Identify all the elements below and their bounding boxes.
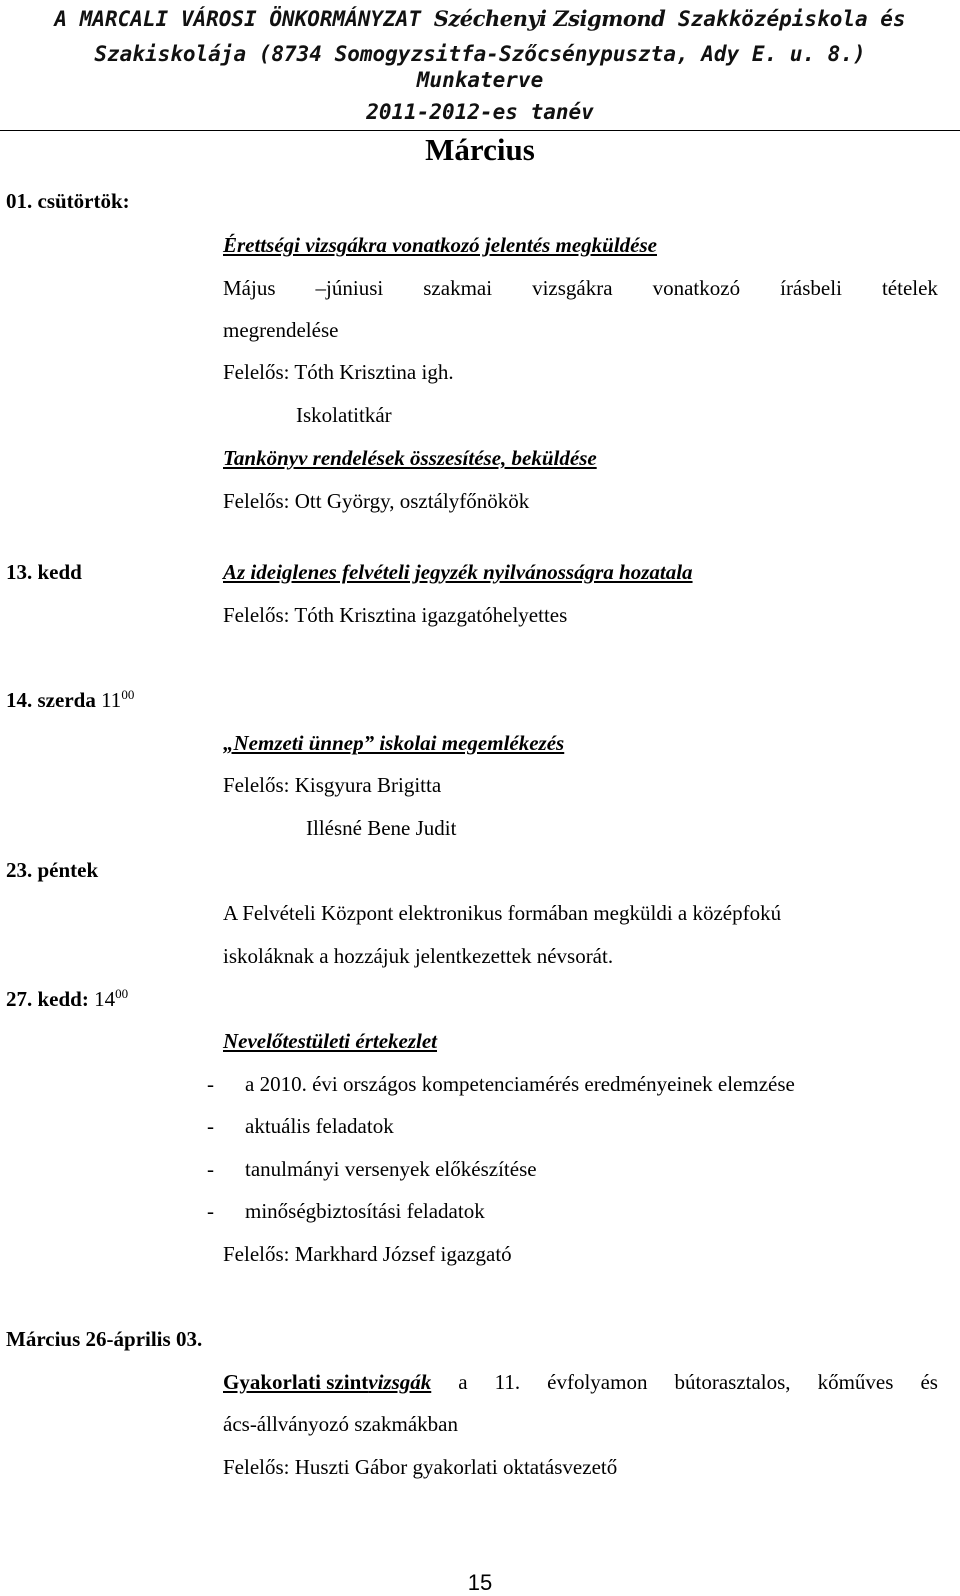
entry-23-date: 23. péntek — [6, 858, 99, 882]
entry-27-time: 14 — [94, 987, 116, 1011]
agenda-dash: - — [207, 1199, 214, 1223]
word: a — [458, 1370, 468, 1394]
header-divider — [0, 130, 960, 131]
entry-01-responsible-3: Felelős: Ott György, osztályfőnökök — [223, 489, 530, 513]
entry-13-date: 13. kedd — [6, 560, 82, 584]
header-school-type: Szakközépiskola és — [678, 7, 906, 31]
agenda-item: minőségbiztosítási feladatok — [245, 1199, 485, 1223]
entry-14-responsible-2: Illésné Bene Judit — [306, 816, 457, 840]
page-number: 15 — [467, 1570, 493, 1595]
entry-27-day: 27. kedd: — [6, 987, 89, 1011]
agenda-item: aktuális feladatok — [245, 1114, 394, 1138]
entry-27-date — [6, 986, 128, 1012]
agenda-dash: - — [207, 1157, 214, 1181]
entry-27-responsible: Felelős: Markhard József igazgató — [223, 1242, 512, 1266]
entry-26-line-1 — [223, 1369, 938, 1395]
word: szakmai — [423, 276, 493, 300]
entry-14-time: 11 — [101, 688, 122, 712]
entry-27-title: Nevelőtestületi értekezlet — [223, 1029, 438, 1053]
word: 11. — [494, 1370, 521, 1394]
entry-01-title-1: Érettségi vizsgákra vonatkozó jelentés megküldése — [223, 233, 657, 257]
entry-13-title: Az ideiglenes felvételi jegyzék nyilvánosságra hozatala — [223, 560, 693, 584]
entry-01-date: 01. csütörtök: — [6, 189, 130, 213]
entry-26-line-2: ács-állványozó szakmákban — [223, 1412, 458, 1436]
entry-23-line-1: A Felvételi Központ elektronikus formában megküldi a középfokú — [223, 901, 782, 925]
word: kőműves — [817, 1370, 894, 1394]
header-institution: A MARCALI VÁROSI ÖNKORMÁNYZAT — [54, 7, 422, 31]
word: és — [920, 1370, 938, 1394]
word: évfolyamon — [547, 1370, 648, 1394]
word: –júniusi — [315, 276, 384, 300]
header-line-3: Munkaterve — [416, 68, 544, 92]
header-school-name: Széchenyi Zsigmond — [433, 6, 666, 31]
entry-14-day: 14. szerda — [6, 688, 96, 712]
entry-26-title-b: vizsgák — [368, 1370, 432, 1394]
entry-01-responsible-1: Felelős: Tóth Krisztina igh. — [223, 360, 454, 384]
entry-14-responsible-1: Felelős: Kisgyura Brigitta — [223, 773, 442, 797]
entry-26-date: Március 26-április 03. — [6, 1327, 203, 1351]
header-line-4: 2011-2012-es tanév — [366, 100, 594, 124]
entry-23-line-2: iskoláknak a hozzájuk jelentkezettek névsorát. — [223, 944, 614, 968]
header-line-1 — [0, 6, 960, 31]
entry-26-title — [223, 1369, 431, 1395]
entry-14-time-sup: 00 — [121, 687, 135, 702]
entry-26-title-a: Gyakorlati szint — [223, 1370, 369, 1394]
entry-01-line-2 — [223, 275, 938, 301]
word: tételek — [881, 276, 938, 300]
entry-26-responsible: Felelős: Huszti Gábor gyakorlati oktatásvezető — [223, 1455, 618, 1479]
header-line-2: Szakiskolája (8734 Somogyzsitfa-Szőcsénypuszta, Ady E. u. 8.) — [94, 42, 866, 66]
word: vizsgákra — [532, 276, 613, 300]
word: bútorasztalos, — [674, 1370, 791, 1394]
entry-01-line-3: megrendelése — [223, 318, 339, 342]
entry-27-time-sup: 00 — [115, 986, 129, 1001]
agenda-dash: - — [207, 1072, 214, 1096]
entry-14-title: „Nemzeti ünnep” iskolai megemlékezés — [223, 731, 565, 755]
word: Május — [223, 276, 276, 300]
entry-14-date — [6, 687, 134, 713]
agenda-item: tanulmányi versenyek előkészítése — [245, 1157, 537, 1181]
word: írásbeli — [780, 276, 842, 300]
agenda-item: a 2010. évi országos kompetenciamérés eredményeinek elemzése — [245, 1072, 795, 1096]
entry-01-responsible-2: Iskolatitkár — [296, 403, 392, 427]
word: vonatkozó — [652, 276, 741, 300]
entry-01-title-2: Tankönyv rendelések összesítése, beküldése — [223, 446, 597, 470]
agenda-dash: - — [207, 1114, 214, 1138]
entry-13-responsible: Felelős: Tóth Krisztina igazgatóhelyettes — [223, 603, 568, 627]
month-title: Március — [425, 132, 535, 167]
